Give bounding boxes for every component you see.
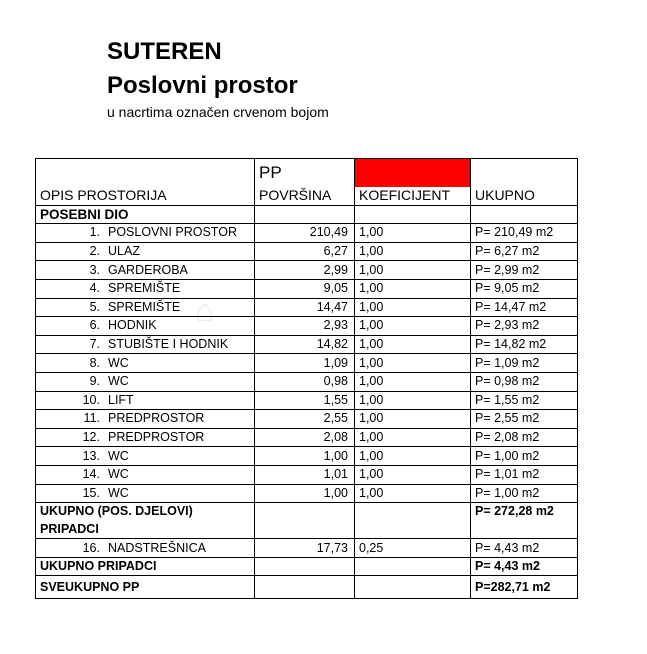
area-table	[35, 158, 578, 599]
room-area: 2,08	[255, 428, 355, 447]
header-koeficijent: KOEFICIJENT	[355, 187, 471, 205]
room-total: P= 9,05 m2	[471, 279, 578, 298]
pripadci-label: PRIPADCI	[36, 521, 255, 539]
room-total: P= 2,55 m2	[471, 410, 578, 429]
header-opis: OPIS PROSTORIJA	[36, 187, 255, 205]
empty-cell	[255, 576, 355, 599]
table-row	[36, 242, 578, 261]
room-coef: 1,00	[355, 391, 471, 410]
empty-cell	[471, 159, 578, 188]
room-area: 1,00	[255, 484, 355, 503]
ukupno-pripadci-total: P= 4,43 m2	[471, 557, 578, 576]
empty-cell	[471, 521, 578, 539]
empty-cell	[471, 205, 578, 224]
room-coef: 1,00	[355, 484, 471, 503]
section-posebni-dio: POSEBNI DIO	[36, 205, 255, 224]
empty-cell	[355, 557, 471, 576]
table-row	[36, 354, 578, 373]
room-area: 2,93	[255, 317, 355, 336]
room-area: 1,01	[255, 465, 355, 484]
room-name: 13. WC	[36, 447, 255, 466]
room-name: 14. WC	[36, 465, 255, 484]
room-area: 1,09	[255, 354, 355, 373]
table-row	[36, 298, 578, 317]
room-coef: 1,00	[355, 298, 471, 317]
room-coef: 1,00	[355, 410, 471, 429]
room-coef: 1,00	[355, 261, 471, 280]
empty-cell	[355, 521, 471, 539]
ukupno-pripadci-label: UKUPNO PRIPADCI	[36, 557, 255, 576]
empty-cell	[255, 205, 355, 224]
pripadak-coef: 0,25	[355, 539, 471, 558]
table-row	[36, 372, 578, 391]
red-color-swatch	[355, 159, 471, 188]
room-name: 4. SPREMIŠTE	[36, 279, 255, 298]
room-total: P= 1,55 m2	[471, 391, 578, 410]
room-name: 12. PREDPROSTOR	[36, 428, 255, 447]
room-coef: 1,00	[355, 335, 471, 354]
table-row	[36, 484, 578, 503]
pripadak-area: 17,73	[255, 539, 355, 558]
heading-suteren: SUTEREN	[107, 38, 222, 65]
sveukupno-label: SVEUKUPNO PP	[36, 576, 255, 599]
room-name: 6. HODNIK	[36, 317, 255, 336]
empty-cell	[255, 521, 355, 539]
table-row	[36, 410, 578, 429]
room-name: 11. PREDPROSTOR	[36, 410, 255, 429]
ukupno-pos-total: P= 272,28 m2	[471, 503, 578, 521]
color-note: u nacrtima označen crvenom bojom	[107, 104, 329, 120]
header-povrsina: POVRŠINA	[255, 187, 355, 205]
heading-poslovni-prostor: Poslovni prostor	[107, 72, 298, 99]
room-area: 14,82	[255, 335, 355, 354]
room-area: 2,99	[255, 261, 355, 280]
table-row	[36, 317, 578, 336]
room-area: 1,00	[255, 447, 355, 466]
pp-label: PP	[255, 159, 355, 188]
room-coef: 1,00	[355, 317, 471, 336]
room-total: P= 0,98 m2	[471, 372, 578, 391]
empty-cell	[36, 159, 255, 188]
room-coef: 1,00	[355, 354, 471, 373]
empty-cell	[255, 557, 355, 576]
room-total: P= 2,08 m2	[471, 428, 578, 447]
room-total: P= 2,99 m2	[471, 261, 578, 280]
sveukupno-total: P=282,71 m2	[471, 576, 578, 599]
room-total: P= 14,47 m2	[471, 298, 578, 317]
room-total: P= 1,09 m2	[471, 354, 578, 373]
pripadak-total: P= 4,43 m2	[471, 539, 578, 558]
empty-cell	[355, 205, 471, 224]
table-row	[36, 428, 578, 447]
table-row	[36, 335, 578, 354]
room-name: 5. SPREMIŠTE	[36, 298, 255, 317]
table-row	[36, 391, 578, 410]
room-total: P= 1,00 m2	[471, 484, 578, 503]
room-name: 3. GARDEROBA	[36, 261, 255, 280]
room-coef: 1,00	[355, 242, 471, 261]
room-coef: 1,00	[355, 279, 471, 298]
room-name: 1. POSLOVNI PROSTOR	[36, 224, 255, 243]
room-coef: 1,00	[355, 372, 471, 391]
room-area: 210,49	[255, 224, 355, 243]
room-coef: 1,00	[355, 447, 471, 466]
room-name: 7. STUBIŠTE I HODNIK	[36, 335, 255, 354]
room-area: 6,27	[255, 242, 355, 261]
table-row	[36, 279, 578, 298]
table-row	[36, 465, 578, 484]
room-name: 9. WC	[36, 372, 255, 391]
room-coef: 1,00	[355, 428, 471, 447]
room-name: 10. LIFT	[36, 391, 255, 410]
table-row	[36, 261, 578, 280]
room-area: 0,98	[255, 372, 355, 391]
room-coef: 1,00	[355, 465, 471, 484]
room-area: 9,05	[255, 279, 355, 298]
room-total: P= 1,01 m2	[471, 465, 578, 484]
ukupno-pos-label: UKUPNO (POS. DJELOVI)	[36, 503, 255, 521]
empty-cell	[355, 503, 471, 521]
room-total: P= 14,82 m2	[471, 335, 578, 354]
table-row	[36, 447, 578, 466]
table-row	[36, 224, 578, 243]
room-total: P= 1,00 m2	[471, 447, 578, 466]
room-area: 14,47	[255, 298, 355, 317]
empty-cell	[355, 576, 471, 599]
pripadak-name: 16. NADSTREŠNICA	[36, 539, 255, 558]
watermark-logo: ⌂	[195, 292, 217, 328]
room-area: 2,55	[255, 410, 355, 429]
room-name: 2. ULAZ	[36, 242, 255, 261]
room-name: 8. WC	[36, 354, 255, 373]
room-total: P= 2,93 m2	[471, 317, 578, 336]
empty-cell	[255, 503, 355, 521]
room-coef: 1,00	[355, 224, 471, 243]
header-ukupno: UKUPNO	[471, 187, 578, 205]
room-total: P= 210,49 m2	[471, 224, 578, 243]
room-total: P= 6,27 m2	[471, 242, 578, 261]
room-area: 1,55	[255, 391, 355, 410]
room-name: 15. WC	[36, 484, 255, 503]
